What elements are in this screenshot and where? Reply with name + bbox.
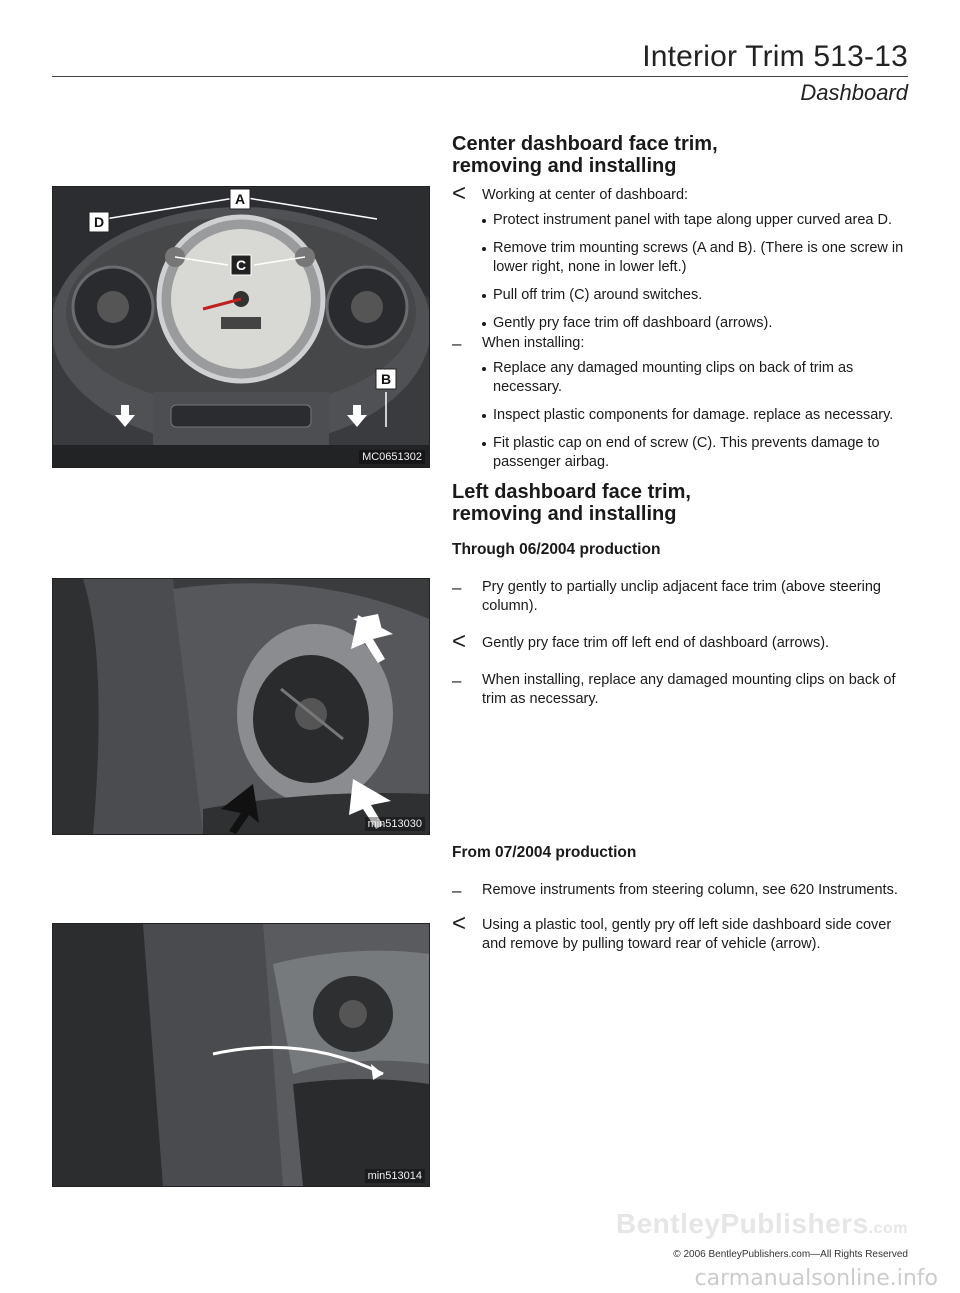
subheading: From 07/2004 production: [452, 844, 637, 861]
step-text: Gently pry face trim off left end of dashboard (arrows).: [482, 635, 830, 651]
bullet-item: Protect instrument panel with tape along upper curved area D.: [482, 211, 914, 230]
left-dashboard-photo: [53, 579, 429, 834]
bullet-item: Gently pry face trim off dashboard (arrows).: [482, 314, 914, 333]
step-text: Using a plastic tool, gently pry off left side dashboard side cover and remove by pulling toward rear of vehicle (arrow).: [482, 917, 892, 952]
header-rule: [52, 76, 908, 77]
logo-sub: .com: [868, 1220, 908, 1237]
dash-marker: –: [452, 671, 462, 690]
step-center-removal: [452, 180, 914, 342]
subheading-from-072004: [452, 843, 914, 862]
bullet-item: Remove trim mounting screws (A and B). (There is one screw in lower right, none in lower left.): [482, 239, 914, 277]
dash-marker: –: [452, 578, 462, 597]
callout-d: D: [93, 214, 105, 230]
steps-from-072004: [452, 881, 914, 961]
dash-marker: –: [452, 881, 462, 900]
dash-marker: –: [452, 334, 462, 353]
copyright: © 2006 BentleyPublishers.com—All Rights Reserved: [673, 1249, 908, 1260]
watermark: carmanualsonline.info: [694, 1266, 938, 1291]
figure-code: min513014: [365, 1169, 425, 1183]
subheading-through-062004: [452, 540, 914, 559]
step-text: When installing:: [482, 335, 585, 351]
steps-through-062004: [452, 578, 914, 716]
figure-code: MC0651302: [359, 450, 425, 464]
callout-a: A: [234, 191, 246, 207]
step-text: When installing, replace any damaged mounting clips on back of trim as necessary.: [482, 672, 896, 707]
side-cover-photo: [53, 924, 429, 1186]
figure-center-dashboard: [52, 186, 430, 468]
arrow-marker: <: [452, 628, 467, 655]
section-title: Center dashboard face trim, removing and installing: [452, 133, 718, 177]
page-header-title: Interior Trim 513-13: [642, 40, 908, 73]
logo-text: BentleyPublishers: [615, 1208, 869, 1239]
step-center-installing: [452, 334, 914, 481]
callout-c: C: [235, 257, 247, 273]
callout-b: B: [380, 371, 392, 387]
bullet-item: Inspect plastic components for damage. replace as necessary.: [482, 406, 914, 425]
step-text: Remove instruments from steering column, see 620 Instruments.: [482, 882, 898, 898]
page-section-title: Dashboard: [800, 80, 908, 105]
figure-left-dashboard: [52, 578, 430, 835]
figure-code: min513030: [365, 817, 425, 831]
section-title: Left dashboard face trim, removing and installing: [452, 481, 691, 525]
section-center-dashboard: [452, 133, 914, 177]
step-text: Working at center of dashboard:: [482, 187, 689, 203]
center-dashboard-photo: [53, 187, 429, 467]
figure-side-cover: [52, 923, 430, 1187]
arrow-marker: <: [452, 180, 467, 207]
arrow-marker: <: [452, 910, 467, 937]
publisher-logo: [616, 1208, 908, 1240]
bullet-item: Pull off trim (C) around switches.: [482, 286, 914, 305]
subheading: Through 06/2004 production: [452, 541, 661, 558]
step-text: Pry gently to partially unclip adjacent face trim (above steering column).: [482, 579, 881, 614]
bullet-item: Fit plastic cap on end of screw (C). This prevents damage to passenger airbag.: [482, 434, 914, 472]
bullet-item: Replace any damaged mounting clips on back of trim as necessary.: [482, 359, 914, 397]
section-left-dashboard: [452, 481, 914, 525]
